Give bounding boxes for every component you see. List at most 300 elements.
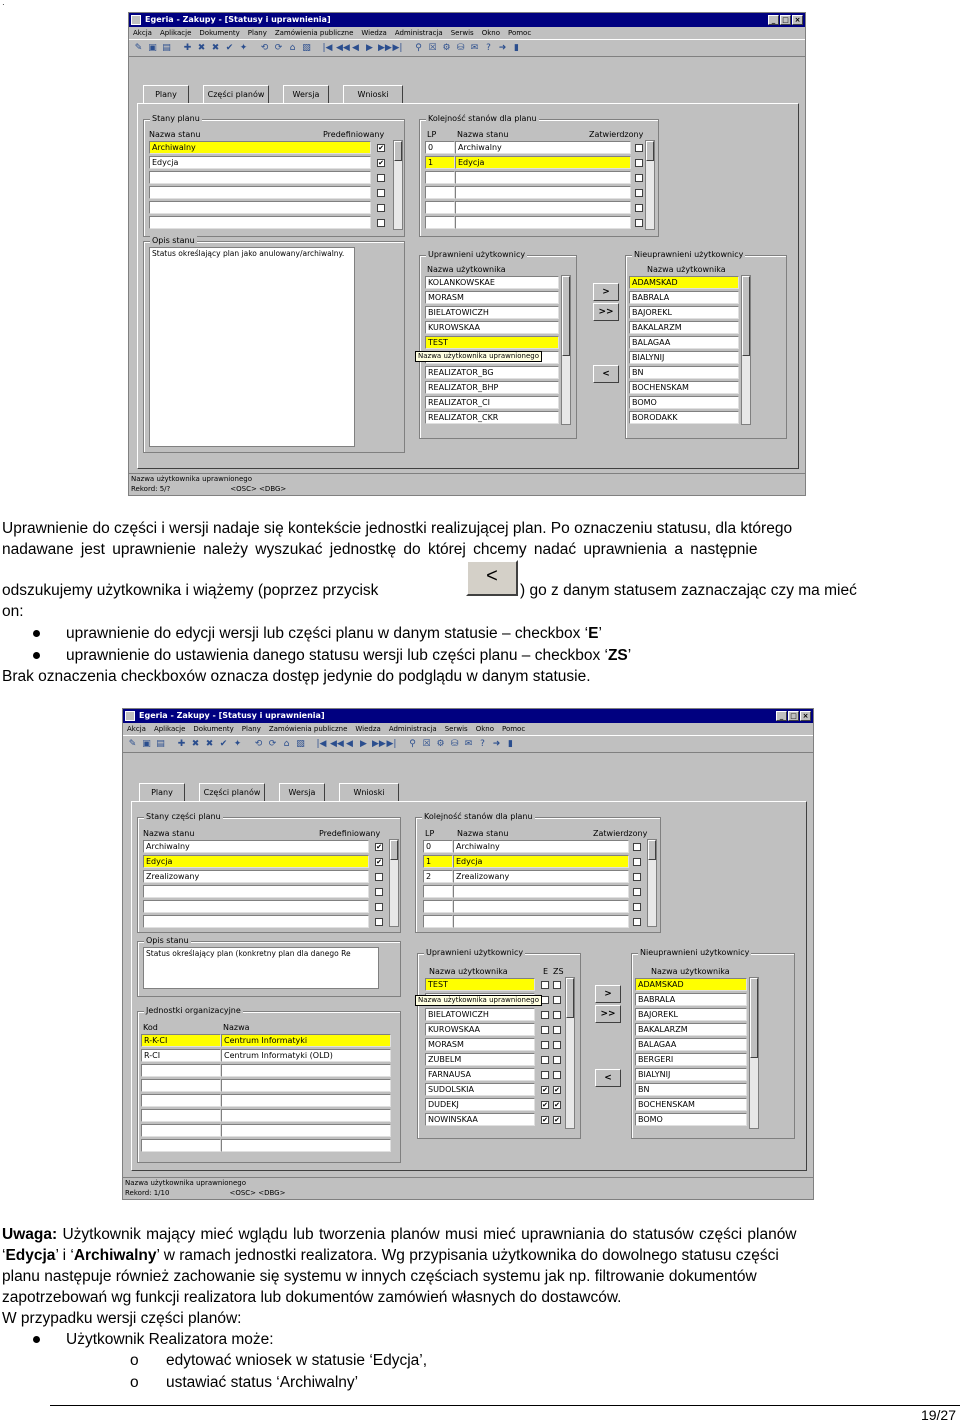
menu-administracja[interactable]: Administracja xyxy=(388,725,437,733)
stan-name-cell[interactable]: Edycja xyxy=(149,156,371,169)
zs-checkbox[interactable] xyxy=(553,1071,561,1079)
list-item[interactable] xyxy=(629,365,739,380)
list-item[interactable] xyxy=(425,1097,561,1112)
zs-checkbox[interactable] xyxy=(553,1011,561,1019)
predefiniowany-checkbox[interactable]: ✔ xyxy=(376,857,382,866)
toolbar-icon[interactable]: ▶▶ xyxy=(378,42,392,53)
predefiniowany-checkbox[interactable] xyxy=(375,918,383,926)
user-name-cell[interactable]: BAKALARZM xyxy=(629,321,739,334)
e-checkbox[interactable] xyxy=(541,1026,549,1034)
menu-aplikacje[interactable]: Aplikacje xyxy=(153,725,186,733)
predefiniowany-checkbox[interactable] xyxy=(377,204,385,212)
tab-czesci-planow[interactable]: Części planów xyxy=(203,85,269,103)
user-name-cell[interactable]: SUDOLSKIA xyxy=(425,1083,535,1096)
toolbar-icon[interactable]: ⟳ xyxy=(268,738,277,749)
toolbar-icon[interactable]: ◀ xyxy=(346,738,353,749)
zs-checkbox[interactable] xyxy=(553,981,561,989)
nazwa-cell[interactable] xyxy=(221,1094,391,1107)
kod-cell[interactable] xyxy=(141,1139,221,1152)
zatwierdzony-checkbox[interactable] xyxy=(635,189,643,197)
maximize-button[interactable]: □ xyxy=(780,15,791,25)
table-row[interactable] xyxy=(423,839,641,854)
list-item[interactable] xyxy=(629,320,739,335)
toolbar-icon[interactable]: ▮ xyxy=(508,738,513,749)
lp-cell[interactable] xyxy=(425,171,455,184)
list-item[interactable] xyxy=(635,1112,747,1127)
user-name-cell[interactable]: BIELATOWICZH xyxy=(425,1008,535,1021)
table-row[interactable] xyxy=(141,1123,391,1138)
toolbar-icon[interactable]: ✎ xyxy=(134,42,143,53)
tab-wnioski[interactable]: Wnioski xyxy=(339,783,399,801)
user-name-cell[interactable]: TEST xyxy=(425,336,559,349)
menu-dokumenty[interactable]: Dokumenty xyxy=(199,29,240,37)
zs-checkbox[interactable] xyxy=(553,996,561,1004)
lp-cell[interactable] xyxy=(425,201,455,214)
menu-akcja[interactable]: Akcja xyxy=(127,725,146,733)
toolbar-icon[interactable]: ▧ xyxy=(296,738,305,749)
menu-pomoc[interactable]: Pomoc xyxy=(507,29,532,37)
predefiniowany-checkbox[interactable] xyxy=(375,873,383,881)
list-item[interactable] xyxy=(425,320,559,335)
toolbar-icon[interactable]: ▮ xyxy=(514,42,519,53)
user-name-cell[interactable]: BIELATOWICZH xyxy=(425,306,559,319)
table-row[interactable] xyxy=(423,914,641,929)
zs-checkbox[interactable] xyxy=(553,1041,561,1049)
close-button[interactable]: × xyxy=(800,711,811,721)
stan-name-cell[interactable] xyxy=(455,201,631,214)
nazwa-cell[interactable] xyxy=(221,1109,391,1122)
user-name-cell[interactable]: BALAGAA xyxy=(629,336,739,349)
close-button[interactable]: × xyxy=(792,15,803,25)
predefiniowany-checkbox[interactable]: ✔ xyxy=(376,842,382,851)
e-checkbox[interactable] xyxy=(541,1056,549,1064)
predefiniowany-checkbox[interactable] xyxy=(375,903,383,911)
toolbar-icon[interactable]: ☒ xyxy=(422,738,431,749)
table-row[interactable] xyxy=(423,869,641,884)
toolbar-icon[interactable]: ▣ xyxy=(148,42,157,53)
predefiniowany-checkbox[interactable] xyxy=(377,219,385,227)
tab-wersja[interactable]: Wersja xyxy=(283,85,329,103)
user-name-cell[interactable]: BABRALA xyxy=(635,993,747,1006)
table-row[interactable] xyxy=(141,1108,391,1123)
table-row[interactable] xyxy=(141,1078,391,1093)
kolejnosc-scrollbar[interactable] xyxy=(645,140,655,230)
nazwa-cell[interactable] xyxy=(221,1139,391,1152)
list-item[interactable] xyxy=(629,335,739,350)
lp-cell[interactable]: 0 xyxy=(425,141,455,154)
table-row[interactable] xyxy=(149,215,385,230)
zs-checkbox[interactable]: ✔ xyxy=(554,1115,560,1124)
table-row[interactable] xyxy=(425,200,643,215)
maximize-button[interactable]: □ xyxy=(788,711,799,721)
predefiniowany-checkbox[interactable] xyxy=(377,174,385,182)
menu-zamowienia[interactable]: Zamówienia publiczne xyxy=(274,29,354,37)
tab-wersja[interactable]: Wersja xyxy=(279,783,325,801)
move-all-right-button[interactable]: >> xyxy=(595,1005,621,1023)
toolbar-icon[interactable]: ◀◀ xyxy=(330,738,344,749)
table-row[interactable] xyxy=(149,140,385,155)
stan-name-cell[interactable] xyxy=(453,915,629,928)
menu-okno[interactable]: Okno xyxy=(481,29,500,37)
tab-plany[interactable]: Plany xyxy=(139,783,185,801)
predefiniowany-checkbox[interactable]: ✔ xyxy=(378,158,384,167)
zatwierdzony-checkbox[interactable] xyxy=(635,159,643,167)
stan-name-cell[interactable]: Archiwalny xyxy=(149,141,371,154)
zatwierdzony-checkbox[interactable] xyxy=(635,144,643,152)
toolbar-icon[interactable]: ⌂ xyxy=(283,738,290,749)
stan-name-cell[interactable] xyxy=(455,216,631,229)
table-row[interactable] xyxy=(141,1093,391,1108)
e-checkbox[interactable] xyxy=(541,981,549,989)
minimize-button[interactable]: _ xyxy=(776,711,787,721)
zatwierdzony-checkbox[interactable] xyxy=(635,174,643,182)
table-row[interactable] xyxy=(149,155,385,170)
zs-checkbox[interactable]: ✔ xyxy=(554,1100,560,1109)
user-name-cell[interactable]: REALIZATOR_BG xyxy=(425,366,559,379)
user-name-cell[interactable]: DUDEKJ xyxy=(425,1098,535,1111)
lp-cell[interactable] xyxy=(425,216,455,229)
table-row[interactable] xyxy=(141,1033,391,1048)
user-name-cell[interactable]: BIALYNIJ xyxy=(635,1068,747,1081)
nazwa-cell[interactable] xyxy=(221,1079,391,1092)
opis-textarea[interactable]: Status określający plan jako anulowany/archiwalny. xyxy=(149,247,355,447)
lp-cell[interactable] xyxy=(425,186,455,199)
lp-cell[interactable]: 1 xyxy=(423,855,453,868)
user-name-cell[interactable]: TEST xyxy=(425,978,535,991)
stany-scrollbar[interactable] xyxy=(393,140,403,230)
table-row[interactable] xyxy=(425,140,643,155)
user-name-cell[interactable]: FARNAUSA xyxy=(425,1068,535,1081)
stan-name-cell[interactable] xyxy=(143,900,369,913)
menu-pomoc[interactable]: Pomoc xyxy=(501,725,526,733)
uprawnieni-scrollbar[interactable] xyxy=(565,977,575,1129)
zatwierdzony-checkbox[interactable] xyxy=(633,873,641,881)
tab-czesci-planow[interactable]: Części planów xyxy=(199,783,265,801)
toolbar-icon[interactable]: ▧ xyxy=(302,42,311,53)
stan-name-cell[interactable]: Zrealizowany xyxy=(453,870,629,883)
stan-name-cell[interactable] xyxy=(455,171,631,184)
toolbar-icon[interactable]: ⛁ xyxy=(450,738,459,749)
toolbar-icon[interactable]: ➜ xyxy=(492,738,501,749)
table-row[interactable] xyxy=(143,854,383,869)
list-item[interactable] xyxy=(635,977,747,992)
user-name-cell[interactable]: KOLANKOWSKAE xyxy=(425,276,559,289)
toolbar-icon[interactable]: |◀ xyxy=(322,42,333,53)
kod-cell[interactable]: R-K-CI xyxy=(141,1034,221,1047)
user-name-cell[interactable]: BERGERI xyxy=(635,1053,747,1066)
toolbar-icon[interactable]: ✦ xyxy=(233,738,242,749)
table-row[interactable] xyxy=(149,170,385,185)
kod-cell[interactable] xyxy=(141,1124,221,1137)
toolbar-icon[interactable]: ▤ xyxy=(156,738,165,749)
stan-name-cell[interactable]: Zrealizowany xyxy=(143,870,369,883)
list-item[interactable] xyxy=(425,977,561,992)
lp-cell[interactable]: 2 xyxy=(423,870,453,883)
zatwierdzony-checkbox[interactable] xyxy=(633,858,641,866)
zs-checkbox[interactable] xyxy=(553,1056,561,1064)
nazwa-cell[interactable]: Centrum Informatyki (OLD) xyxy=(221,1049,391,1062)
list-item[interactable] xyxy=(629,350,739,365)
nazwa-cell[interactable] xyxy=(221,1124,391,1137)
menu-administracja[interactable]: Administracja xyxy=(394,29,443,37)
e-checkbox[interactable] xyxy=(541,1041,549,1049)
user-name-cell[interactable]: BAJOREKL xyxy=(629,306,739,319)
toolbar-icon[interactable]: ✉ xyxy=(470,42,479,53)
toolbar-icon[interactable]: ✖ xyxy=(211,42,220,53)
toolbar-icon[interactable]: ✉ xyxy=(464,738,473,749)
list-item[interactable] xyxy=(425,335,559,350)
toolbar-icon[interactable]: ▣ xyxy=(142,738,151,749)
lp-cell[interactable]: 0 xyxy=(423,840,453,853)
opis-textarea[interactable]: Status określający plan (konkretny plan dla danego Re xyxy=(143,947,379,989)
user-name-cell[interactable]: KUROWSKAA xyxy=(425,1023,535,1036)
list-item[interactable] xyxy=(635,1082,747,1097)
table-row[interactable] xyxy=(141,1048,391,1063)
toolbar-icon[interactable]: ▤ xyxy=(162,42,171,53)
kod-cell[interactable] xyxy=(141,1109,221,1122)
list-item[interactable] xyxy=(635,1037,747,1052)
stan-name-cell[interactable] xyxy=(453,885,629,898)
e-checkbox[interactable] xyxy=(541,1011,549,1019)
stan-name-cell[interactable]: Edycja xyxy=(143,855,369,868)
user-name-cell[interactable]: BOMO xyxy=(635,1113,747,1126)
kod-cell[interactable] xyxy=(141,1064,221,1077)
user-name-cell[interactable]: MORASM xyxy=(425,291,559,304)
stan-name-cell[interactable]: Archiwalny xyxy=(455,141,631,154)
toolbar-icon[interactable]: ▶| xyxy=(386,738,397,749)
user-name-cell[interactable]: BORODAKK xyxy=(629,411,739,424)
move-right-button[interactable]: > xyxy=(595,985,621,1003)
list-item[interactable] xyxy=(425,1082,561,1097)
menu-dokumenty[interactable]: Dokumenty xyxy=(193,725,234,733)
user-name-cell[interactable]: KUROWSKAA xyxy=(425,321,559,334)
list-item[interactable] xyxy=(425,410,559,425)
user-name-cell[interactable]: REALIZATOR_BHP xyxy=(425,381,559,394)
stan-name-cell[interactable] xyxy=(149,216,371,229)
toolbar-icon[interactable]: ? xyxy=(486,42,491,53)
stany-scrollbar[interactable] xyxy=(389,839,399,927)
e-checkbox[interactable] xyxy=(541,1071,549,1079)
table-row[interactable] xyxy=(149,200,385,215)
menu-plany[interactable]: Plany xyxy=(241,725,261,733)
toolbar-icon[interactable]: ▶ xyxy=(366,42,373,53)
list-item[interactable] xyxy=(425,1037,561,1052)
toolbar-icon[interactable]: ☒ xyxy=(428,42,437,53)
list-item[interactable] xyxy=(425,1007,561,1022)
toolbar-icon[interactable]: ✦ xyxy=(239,42,248,53)
user-name-cell[interactable]: MORASM xyxy=(425,1038,535,1051)
move-all-right-button[interactable]: >> xyxy=(593,303,619,321)
kolejnosc-scrollbar[interactable] xyxy=(647,839,657,927)
lp-cell[interactable] xyxy=(423,915,453,928)
stan-name-cell[interactable]: Edycja xyxy=(453,855,629,868)
toolbar-icon[interactable]: ⛁ xyxy=(456,42,465,53)
menu-zamowienia[interactable]: Zamówienia publiczne xyxy=(268,725,348,733)
list-item[interactable] xyxy=(635,1007,747,1022)
list-item[interactable] xyxy=(635,1022,747,1037)
list-item[interactable] xyxy=(635,1097,747,1112)
table-row[interactable] xyxy=(143,869,383,884)
table-row[interactable] xyxy=(141,1063,391,1078)
stan-name-cell[interactable] xyxy=(143,885,369,898)
toolbar-icon[interactable]: ➜ xyxy=(498,42,507,53)
menu-serwis[interactable]: Serwis xyxy=(444,725,468,733)
kod-cell[interactable]: R-CI xyxy=(141,1049,221,1062)
zatwierdzony-checkbox[interactable] xyxy=(633,903,641,911)
zatwierdzony-checkbox[interactable] xyxy=(633,918,641,926)
user-name-cell[interactable]: ZUBELM xyxy=(425,1053,535,1066)
nieuprawnieni-scrollbar[interactable] xyxy=(741,275,751,425)
tab-wnioski[interactable]: Wnioski xyxy=(343,85,403,103)
menu-akcja[interactable]: Akcja xyxy=(133,29,152,37)
user-name-cell[interactable]: BALAGAA xyxy=(635,1038,747,1051)
list-item[interactable] xyxy=(629,290,739,305)
toolbar-icon[interactable]: ⚲ xyxy=(409,738,416,749)
nazwa-cell[interactable]: Centrum Informatyki xyxy=(221,1034,391,1047)
list-item[interactable] xyxy=(425,380,559,395)
e-checkbox[interactable]: ✔ xyxy=(542,1100,548,1109)
lp-cell[interactable] xyxy=(423,900,453,913)
list-item[interactable] xyxy=(629,410,739,425)
stan-name-cell[interactable]: Archiwalny xyxy=(143,840,369,853)
stan-name-cell[interactable]: Edycja xyxy=(455,156,631,169)
nazwa-cell[interactable] xyxy=(221,1064,391,1077)
e-checkbox[interactable]: ✔ xyxy=(542,1085,548,1094)
user-name-cell[interactable]: BIALYNIJ xyxy=(629,351,739,364)
toolbar-icon[interactable]: ▶▶ xyxy=(372,738,386,749)
table-row[interactable] xyxy=(149,185,385,200)
toolbar-icon[interactable]: ✔ xyxy=(219,738,228,749)
toolbar-icon[interactable]: ⚙ xyxy=(436,738,445,749)
menu-okno[interactable]: Okno xyxy=(475,725,494,733)
list-item[interactable] xyxy=(635,992,747,1007)
move-left-button[interactable]: < xyxy=(595,1069,621,1087)
stan-name-cell[interactable] xyxy=(143,915,369,928)
zs-checkbox[interactable]: ✔ xyxy=(554,1085,560,1094)
menu-plany[interactable]: Plany xyxy=(247,29,267,37)
toolbar-icon[interactable]: ⚲ xyxy=(415,42,422,53)
toolbar-icon[interactable]: ◀ xyxy=(352,42,359,53)
e-checkbox[interactable]: ✔ xyxy=(542,1115,548,1124)
toolbar-icon[interactable]: ⟳ xyxy=(274,42,283,53)
user-name-cell[interactable]: REALIZATOR_CI xyxy=(425,396,559,409)
table-row[interactable] xyxy=(423,884,641,899)
table-row[interactable] xyxy=(425,215,643,230)
user-name-cell[interactable]: BABRALA xyxy=(629,291,739,304)
list-item[interactable] xyxy=(425,290,559,305)
table-row[interactable] xyxy=(425,170,643,185)
list-item[interactable] xyxy=(425,1112,561,1127)
list-item[interactable] xyxy=(425,1022,561,1037)
toolbar-icon[interactable]: ▶ xyxy=(360,738,367,749)
toolbar-icon[interactable]: ⚙ xyxy=(442,42,451,53)
user-name-cell[interactable]: REALIZATOR_CKR xyxy=(425,411,559,424)
list-item[interactable] xyxy=(635,1052,747,1067)
list-item[interactable] xyxy=(425,1052,561,1067)
list-item[interactable] xyxy=(425,275,559,290)
user-name-cell[interactable]: BN xyxy=(629,366,739,379)
toolbar-icon[interactable]: ◀◀ xyxy=(336,42,350,53)
list-item[interactable] xyxy=(629,395,739,410)
e-checkbox[interactable] xyxy=(541,996,549,1004)
lp-cell[interactable] xyxy=(423,885,453,898)
uprawnieni-scrollbar[interactable] xyxy=(561,275,571,425)
table-row[interactable] xyxy=(141,1138,391,1153)
list-item[interactable] xyxy=(635,1067,747,1082)
table-row[interactable] xyxy=(425,155,643,170)
list-item[interactable] xyxy=(629,305,739,320)
table-row[interactable] xyxy=(423,854,641,869)
zatwierdzony-checkbox[interactable] xyxy=(635,204,643,212)
stan-name-cell[interactable] xyxy=(149,186,371,199)
toolbar-icon[interactable]: ? xyxy=(480,738,485,749)
toolbar-icon[interactable]: ✎ xyxy=(128,738,137,749)
toolbar-icon[interactable]: ✖ xyxy=(191,738,200,749)
toolbar-icon[interactable]: ✚ xyxy=(177,738,186,749)
list-item[interactable] xyxy=(629,380,739,395)
move-left-button[interactable]: < xyxy=(593,365,619,383)
tab-plany[interactable]: Plany xyxy=(143,85,189,103)
toolbar-icon[interactable]: ✔ xyxy=(225,42,234,53)
stan-name-cell[interactable] xyxy=(149,171,371,184)
nieuprawnieni-scrollbar[interactable] xyxy=(749,977,759,1129)
user-name-cell[interactable]: ADAMSKAD xyxy=(629,276,739,289)
toolbar-icon[interactable]: ⟲ xyxy=(254,738,263,749)
stan-name-cell[interactable] xyxy=(455,186,631,199)
user-name-cell[interactable]: BOCHENSKAM xyxy=(629,381,739,394)
toolbar-icon[interactable]: ⟲ xyxy=(260,42,269,53)
table-row[interactable] xyxy=(143,914,383,929)
toolbar-icon[interactable]: |◀ xyxy=(316,738,327,749)
predefiniowany-checkbox[interactable]: ✔ xyxy=(378,143,384,152)
table-row[interactable] xyxy=(143,884,383,899)
list-item[interactable] xyxy=(425,365,559,380)
table-row[interactable] xyxy=(425,185,643,200)
zs-checkbox[interactable] xyxy=(553,1026,561,1034)
table-row[interactable] xyxy=(143,839,383,854)
zatwierdzony-checkbox[interactable] xyxy=(633,843,641,851)
list-item[interactable] xyxy=(425,1067,561,1082)
user-name-cell[interactable]: BOCHENSKAM xyxy=(635,1098,747,1111)
toolbar-icon[interactable]: ✖ xyxy=(205,738,214,749)
toolbar-icon[interactable]: ✚ xyxy=(183,42,192,53)
zatwierdzony-checkbox[interactable] xyxy=(635,219,643,227)
kod-cell[interactable] xyxy=(141,1094,221,1107)
user-name-cell[interactable]: BN xyxy=(635,1083,747,1096)
menu-serwis[interactable]: Serwis xyxy=(450,29,474,37)
toolbar-icon[interactable]: ✖ xyxy=(197,42,206,53)
list-item[interactable] xyxy=(425,395,559,410)
move-right-button[interactable]: > xyxy=(593,283,619,301)
stan-name-cell[interactable]: Archiwalny xyxy=(453,840,629,853)
user-name-cell[interactable]: NOWINSKAA xyxy=(425,1113,535,1126)
stan-name-cell[interactable] xyxy=(453,900,629,913)
user-name-cell[interactable]: BAJOREKL xyxy=(635,1008,747,1021)
minimize-button[interactable]: _ xyxy=(768,15,779,25)
lp-cell[interactable]: 1 xyxy=(425,156,455,169)
table-row[interactable] xyxy=(143,899,383,914)
user-name-cell[interactable]: BAKALARZM xyxy=(635,1023,747,1036)
predefiniowany-checkbox[interactable] xyxy=(375,888,383,896)
user-name-cell[interactable]: BOMO xyxy=(629,396,739,409)
stan-name-cell[interactable] xyxy=(149,201,371,214)
toolbar-icon[interactable]: ⌂ xyxy=(289,42,296,53)
menu-wiedza[interactable]: Wiedza xyxy=(355,725,381,733)
table-row[interactable] xyxy=(423,899,641,914)
menu-aplikacje[interactable]: Aplikacje xyxy=(159,29,192,37)
list-item[interactable] xyxy=(425,305,559,320)
toolbar-icon[interactable]: ▶| xyxy=(392,42,403,53)
